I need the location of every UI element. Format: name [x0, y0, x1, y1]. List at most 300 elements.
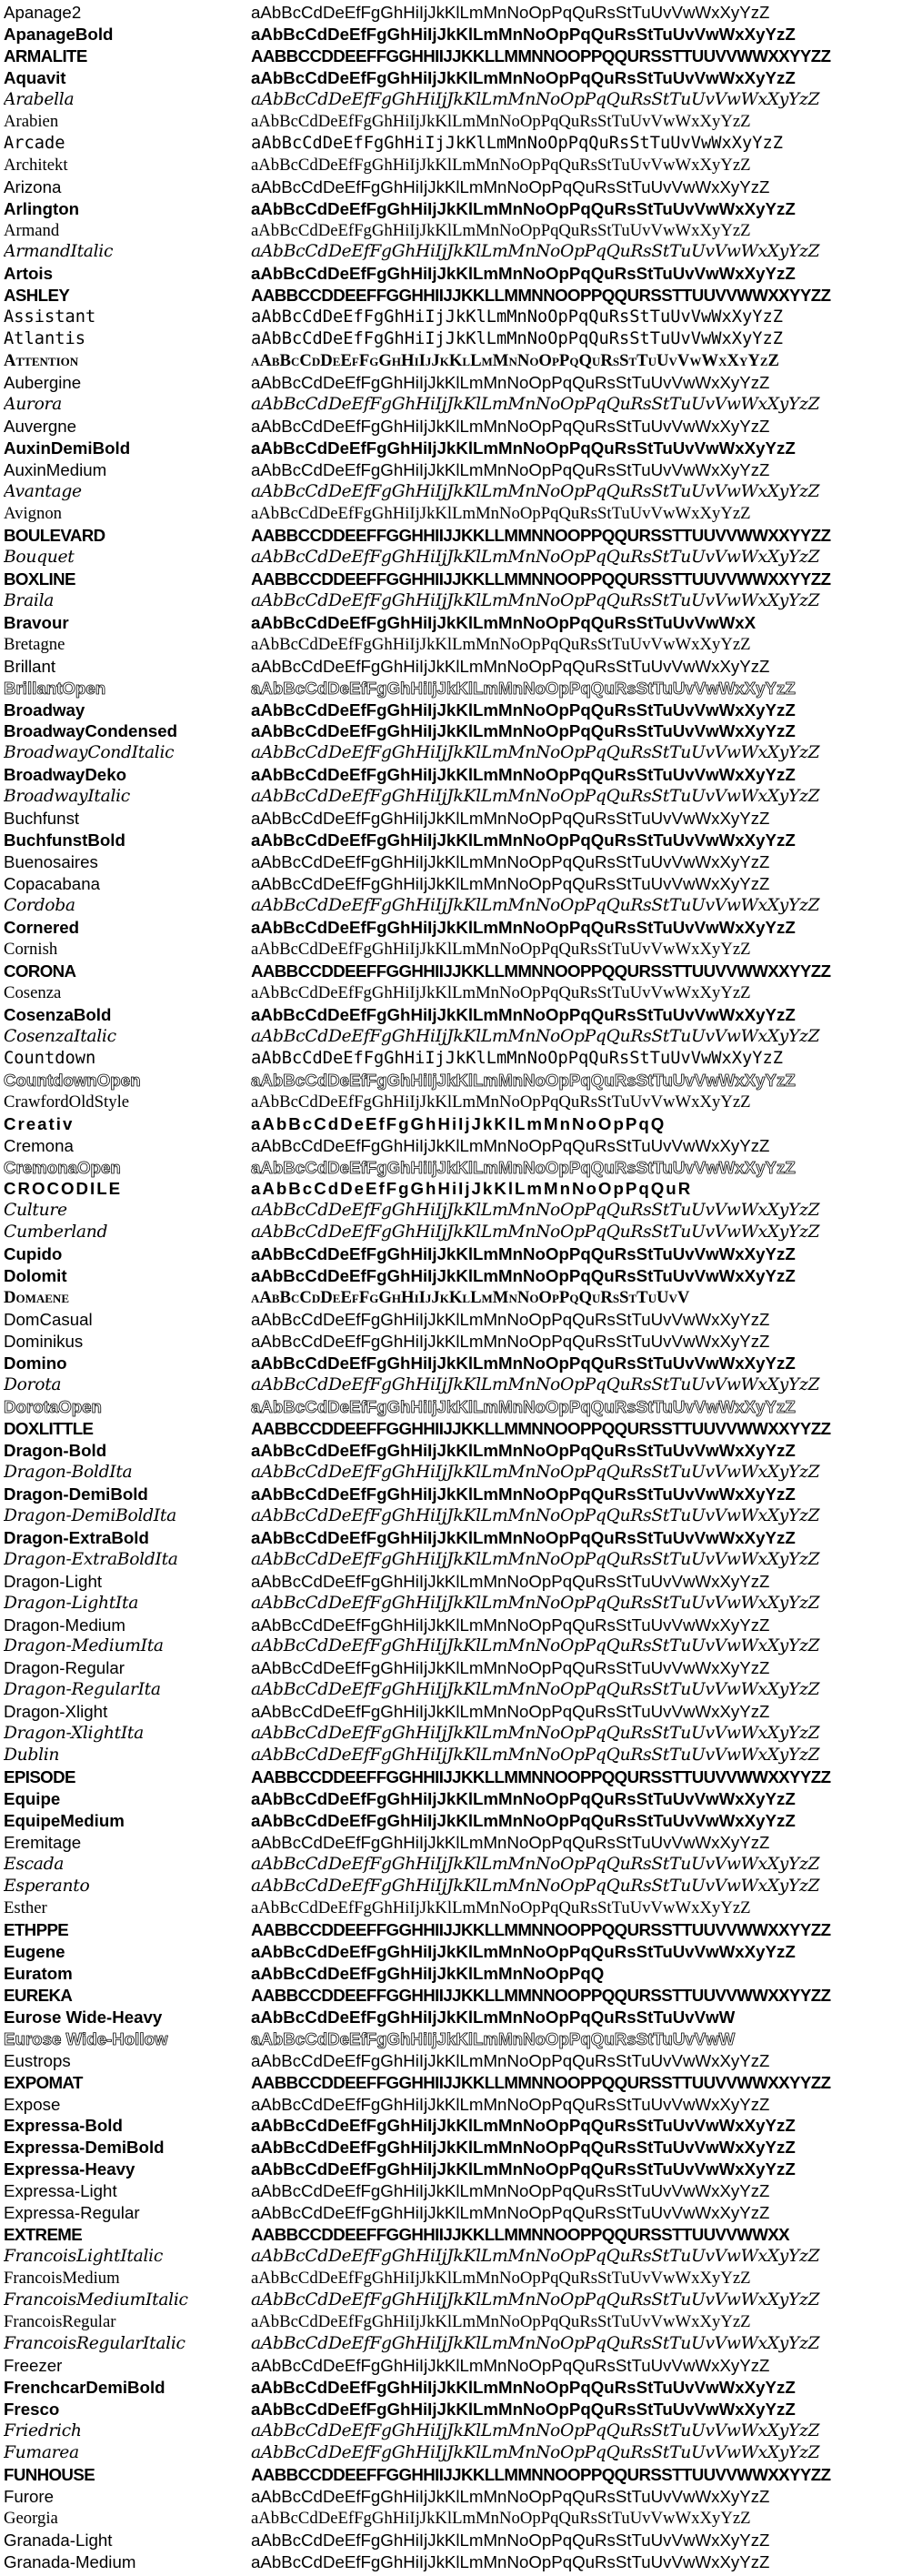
font-row: [0, 2530, 922, 2551]
font-row: [0, 1854, 922, 1876]
font-sample: aAbBcCdDeEfFgGhHiIjJkKlLmMnNoOpPqQuRsStTuUvVwWxXyYzZ: [251, 1484, 796, 1504]
font-row: [0, 1635, 922, 1657]
font-sample: aAbBcCdDeEfFgGhHiIjJkKlLmMnNoOpPqQuRsStTuUvVwWxXyYzZ: [251, 2138, 796, 2158]
font-row: [0, 1679, 922, 1701]
font-row: [0, 982, 922, 1004]
font-name: Dragon-XlightIta: [4, 1724, 144, 1744]
font-name: Expressa-Light: [4, 2181, 117, 2201]
font-name: Cupido: [4, 1244, 63, 1264]
font-name: Dragon-BoldIta: [4, 1462, 133, 1482]
font-name: Dragon-RegularIta: [4, 1680, 161, 1700]
font-sample: aAbBcCdDeEfFgGhHiIjJkKlLmMnNoOpPqQuRsStTuUvVwWxXyYzZ: [251, 2269, 751, 2289]
font-row: [0, 1549, 922, 1571]
font-name: Arabella: [4, 89, 75, 109]
font-row: [0, 2115, 922, 2137]
font-sample: aAbBcCdDeEfFgGhHiIjJkKlLmMnNoOpPqQuRsStTuUvVwWxXyYzZ: [251, 1876, 820, 1896]
font-row: [0, 394, 922, 416]
font-name: BOXLINE: [4, 569, 75, 589]
font-name: Arlington: [4, 198, 80, 218]
font-name: Dragon-Bold: [4, 1440, 107, 1460]
font-name: Georgia: [4, 2508, 58, 2528]
font-sample: aAbBcCdDeEfFgGhHiIjJkKlLmMnNoOpPqQuRsStTuUvVwWxXyYzZ: [251, 198, 796, 218]
font-sample: aAbBcCdDeEfFgGhHiIjJkKlLmMnNoOpPqQuRsStTuUvVwWxXyYzZ: [251, 2333, 820, 2353]
font-name: Avantage: [4, 481, 82, 501]
font-name: Artois: [4, 264, 53, 284]
font-name: Armand: [4, 220, 60, 240]
font-name: Cosenza: [4, 982, 62, 1002]
font-name: Buchfunst: [4, 809, 80, 829]
font-sample: aAbBcCdDeEfFgGhHiIjJkKlLmMnNoOpPqQuRsStTuUvVwWxXyYzZ: [251, 918, 796, 938]
font-row: [0, 742, 922, 764]
font-sample: aAbBcCdDeEfFgGhHiIjJkKlLmMnNoOpPqQuRsStTuUvVwWxXyYzZ: [251, 1941, 796, 1961]
font-name: Dragon-ExtraBold: [4, 1527, 149, 1547]
font-row: [0, 1004, 922, 1026]
font-row: [0, 176, 922, 198]
font-row: [0, 2442, 922, 2464]
font-name: BroadwayDeko: [4, 765, 127, 785]
font-row: [0, 2, 922, 24]
font-sample: aAbBcCdDeEfFgGhHiIjJkKlLmMnNoOpPqQuRsStTuUvVwWxXyYzZ: [251, 1157, 796, 1177]
font-row: [0, 307, 922, 328]
font-row: [0, 939, 922, 961]
font-sample: aAbBcCdDeEfFgGhHiIjJkKlLmMnNoOpPqQuRsStTuUvVwWxXyYzZ: [251, 2355, 770, 2375]
font-name: CremonaOpen: [4, 1157, 121, 1177]
font-row: [0, 1593, 922, 1615]
font-row: [0, 2311, 922, 2333]
font-name: Cornered: [4, 918, 80, 938]
font-sample: aAbBcCdDeEfFgGhHiIjJkKlLmMnNoOpPqQuRsStTuUvVwWxXyYzZ: [251, 634, 751, 654]
font-sample: aAbBcCdDeEfFgGhHiIjJkKlLmMnNoOpPqQuRsStTuUvVwWxXyYzZ: [251, 2116, 796, 2136]
font-row: [0, 1353, 922, 1374]
font-row: [0, 830, 922, 851]
font-row: [0, 720, 922, 742]
font-row: [0, 1615, 922, 1636]
font-sample: aAbBcCdDeEfFgGhHiIjJkKlLmMnNoOpPqQuRsStTuUvVwWxXyYzZ: [251, 1070, 796, 1090]
font-name: AuxinDemiBold: [4, 438, 131, 458]
font-sample: aAbBcCdDeEfFgGhHiIjJkKlLmMnNoOpPqQuRsStTuUvVwW: [251, 2007, 736, 2027]
font-row: [0, 1135, 922, 1157]
font-sample: aAbBcCdDeEfFgGhHiIjJkKlLmMnNoOpPqQ: [251, 1113, 666, 1133]
font-sample: aAbBcCdDeEfFgGhHiIjJkKlLmMnNoOpPqQuRsStTuUvV: [251, 1288, 690, 1308]
font-sample: aAbBcCdDeEfFgGhHiIjJkKlLmMnNoOpPqQuRsStTuUvVwWxXyYzZ: [251, 1724, 820, 1744]
font-sample: aAbBcCdDeEfFgGhHiIjJkKlLmMnNoOpPqQuRsStTuUvVwWxXyYzZ: [251, 1658, 770, 1678]
font-row: [0, 1287, 922, 1309]
font-name: Dragon-MediumIta: [4, 1636, 164, 1656]
font-sample: aAbBcCdDeEfFgGhHiIjJkKlLmMnNoOpPqQuRsStTuUvVwWxXyYzZ: [251, 1833, 770, 1853]
font-row: [0, 1505, 922, 1527]
font-name: FrancoisMedium: [4, 2269, 120, 2289]
font-name: EXTREME: [4, 2225, 83, 2245]
font-sample: aAbBcCdDeEfFgGhHiIjJkKlLmMnNoOpPqQuRsStTuUvVwWxXyYzZ: [251, 351, 779, 371]
font-sample: AABBCCDDEEFFGGHHIIJJKKLLMMNNOOPPQQURSSTTUUVVWWXXYYZZ: [251, 1919, 831, 1939]
font-name: Avignon: [4, 503, 63, 523]
font-row: [0, 917, 922, 939]
font-sample: aAbBcCdDeEfFgGhHiIjJkKlLmMnNoOpPqQuRsStTuUvVwWxXyYzZ: [251, 1092, 751, 1112]
font-name: Domaene: [4, 1288, 69, 1308]
font-name: Countdown: [4, 1048, 96, 1068]
font-sample: aAbBcCdDeEfFgGhHiIjJkKlLmMnNoOpPqQuRsStTuUvVwWxXyYzZ: [251, 699, 796, 719]
font-name: FrancoisRegularItalic: [4, 2333, 185, 2353]
font-name: EUREKA: [4, 1985, 73, 2005]
font-name: ArmandItalic: [4, 242, 114, 262]
font-sample: aAbBcCdDeEfFgGhHiIjJkKlLmMnNoOpPqQuRsStTuUvVwWxXyYzZ: [251, 1680, 820, 1700]
font-name: Apanage2: [4, 3, 82, 22]
font-sample: aAbBcCdDeEfFgGhHiIjJkKlLmMnNoOpPqQuRsStTuUvVwWxXyYzZ: [251, 1636, 820, 1656]
font-row: [0, 786, 922, 808]
font-name: EXPOMAT: [4, 2072, 83, 2092]
font-name: Assistant: [4, 307, 96, 327]
font-row: [0, 808, 922, 830]
font-name: ApanageBold: [4, 24, 114, 44]
font-row: [0, 2399, 922, 2420]
font-name: Cornish: [4, 939, 58, 959]
font-name: Eurose Wide-Hollow: [4, 2028, 168, 2048]
font-row: [0, 590, 922, 612]
font-row: [0, 2180, 922, 2202]
font-row: [0, 89, 922, 111]
font-sample: aAbBcCdDeEfFgGhHiIjJkKlLmMnNoOpPqQuRsStTuUvVwWxXyYzZ: [251, 590, 820, 610]
font-sample: aAbBcCdDeEfFgGhHiIjJkKlLmMnNoOpPqQuRsStTuUvVwWxXyYzZ: [251, 1549, 820, 1569]
font-row: [0, 525, 922, 547]
font-row: [0, 1527, 922, 1549]
font-sample: aAbBcCdDeEfFgGhHiIjJkKlLmMnNoOpPqQ: [251, 1963, 605, 1983]
font-row: [0, 328, 922, 350]
font-row: [0, 2050, 922, 2072]
font-sample: aAbBcCdDeEfFgGhHiIjJkKlLmMnNoOpPqQuRsStTuUvVwWxXyYzZ: [251, 481, 820, 501]
font-row: [0, 1374, 922, 1396]
font-name: Dragon-LightIta: [4, 1593, 139, 1613]
font-sample: aAbBcCdDeEfFgGhHiIjJkKlLmMnNoOpPqQuRsStTuUvVwWxXyYzZ: [251, 2551, 770, 2571]
font-name: Freezer: [4, 2355, 63, 2375]
font-row: [0, 2094, 922, 2116]
font-sample: aAbBcCdDeEfFgGhHiIjJkKlLmMnNoOpPqQuRsStTuUvVwWxXyYzZ: [251, 307, 784, 327]
font-name: Expressa-Heavy: [4, 2159, 135, 2179]
font-name: Bouquet: [4, 547, 75, 567]
font-name: BrillantOpen: [4, 678, 106, 698]
font-name: FrancoisLightItalic: [4, 2247, 164, 2267]
font-name: CORONA: [4, 961, 76, 981]
font-name: Granada-Light: [4, 2530, 113, 2550]
font-row: [0, 111, 922, 133]
font-sample: aAbBcCdDeEfFgGhHiIjJkKlLmMnNoOpPqQuRsStTuUvVwWxXyYzZ: [251, 24, 796, 44]
font-sample: AABBCCDDEEFFGGHHIIJJKKLLMMNNOOPPQQURSSTTUUVVWWXXYYZZ: [251, 286, 831, 306]
font-sample: aAbBcCdDeEfFgGhHiIjJkKlLmMnNoOpPqQuRsStTuUvVwWxXyYzZ: [251, 1201, 820, 1221]
font-row: [0, 2202, 922, 2224]
font-sample: aAbBcCdDeEfFgGhHiIjJkKlLmMnNoOpPqQuRsStTuUvVwWxXyYzZ: [251, 2050, 770, 2070]
font-row: [0, 873, 922, 895]
font-sample: aAbBcCdDeEfFgGhHiIjJkKlLmMnNoOpPqQuRsStTuUvVwWxXyYzZ: [251, 1026, 820, 1046]
font-sample: aAbBcCdDeEfFgGhHiIjJkKlLmMnNoOpPqQuRsStTuUvVwWxXyYzZ: [251, 1397, 796, 1416]
font-sample: aAbBcCdDeEfFgGhHiIjJkKlLmMnNoOpPqQuRsStTuUvVwWxXyYzZ: [251, 982, 751, 1002]
font-sample: aAbBcCdDeEfFgGhHiIjJkKlLmMnNoOpPqQuRsStTuUvVwWxXyYzZ: [251, 1135, 770, 1155]
font-sample: aAbBcCdDeEfFgGhHiIjJkKlLmMnNoOpPqQuRsStTuUvVwWxXyYzZ: [251, 438, 796, 458]
font-row: [0, 1876, 922, 1897]
font-name: BroadwayCondItalic: [4, 743, 175, 763]
font-row: [0, 2355, 922, 2377]
font-row: [0, 1484, 922, 1505]
font-row: [0, 220, 922, 242]
font-sample: aAbBcCdDeEfFgGhHiIjJkKlLmMnNoOpPqQuRsStTuUvVwWxXyYzZ: [251, 1615, 770, 1635]
font-row: [0, 2028, 922, 2050]
font-name: Dragon-Regular: [4, 1658, 125, 1678]
font-sample: aAbBcCdDeEfFgGhHiIjJkKlLmMnNoOpPqQuRsStTuUvVwWxXyYzZ: [251, 2159, 796, 2179]
font-name: FUNHOUSE: [4, 2464, 95, 2484]
font-row: [0, 1810, 922, 1832]
font-specimen-list: [0, 2, 922, 2572]
font-row: [0, 1832, 922, 1854]
font-row: [0, 1026, 922, 1048]
font-sample: aAbBcCdDeEfFgGhHiIjJkKlLmMnNoOpPqQuRsStTuUvVwWxXyYzZ: [251, 1789, 796, 1809]
font-sample: aAbBcCdDeEfFgGhHiIjJkKlLmMnNoOpPqQuRsStTuUvVwWxXyYzZ: [251, 896, 820, 916]
font-name: Friedrich: [4, 2420, 82, 2440]
font-row: [0, 133, 922, 155]
font-sample: aAbBcCdDeEfFgGhHiIjJkKlLmMnNoOpPqQuRsStTuUvVwWxXyYzZ: [251, 155, 751, 175]
font-row: [0, 612, 922, 634]
font-sample: aAbBcCdDeEfFgGhHiIjJkKlLmMnNoOpPqQuRsStTuUvVwWxXyYzZ: [251, 264, 796, 284]
font-row: [0, 1440, 922, 1462]
font-sample: aAbBcCdDeEfFgGhHiIjJkKlLmMnNoOpPqQuRsStTuUvVwWxXyYzZ: [251, 1746, 820, 1766]
font-row: [0, 1157, 922, 1179]
font-sample: aAbBcCdDeEfFgGhHiIjJkKlLmMnNoOpPqQuRsStTuUvVwWxXyYzZ: [251, 830, 796, 850]
font-name: Brillant: [4, 656, 56, 676]
font-row: [0, 2007, 922, 2028]
font-sample: aAbBcCdDeEfFgGhHiIjJkKlLmMnNoOpPqQuRsStTuUvVwWxXyYzZ: [251, 874, 770, 894]
font-name: Aquavit: [4, 67, 66, 87]
font-sample: aAbBcCdDeEfFgGhHiIjJkKlLmMnNoOpPqQuRsStTuUvVwWxXyYzZ: [251, 1223, 820, 1243]
font-name: Bretagne: [4, 634, 65, 654]
font-name: Dolomit: [4, 1266, 67, 1286]
font-row: [0, 1985, 922, 2007]
font-name: Atlantis: [4, 329, 86, 349]
font-row: [0, 67, 922, 89]
font-sample: aAbBcCdDeEfFgGhHiIjJkKlLmMnNoOpPqQuRsStTuUvVwWxXyYzZ: [251, 329, 784, 349]
font-sample: aAbBcCdDeEfFgGhHiIjJkKlLmMnNoOpPqQuRsStTuUvVwWxXyYzZ: [251, 417, 770, 437]
font-row: [0, 416, 922, 438]
font-row: [0, 503, 922, 525]
font-name: Fumarea: [4, 2442, 79, 2462]
font-sample: aAbBcCdDeEfFgGhHiIjJkKlLmMnNoOpPqQuRsStTuUvVwWxXyYzZ: [251, 2530, 770, 2550]
font-row: [0, 2224, 922, 2246]
font-name: BOULEVARD: [4, 525, 105, 545]
font-row: [0, 961, 922, 982]
font-name: Euratom: [4, 1963, 73, 1983]
font-row: [0, 1222, 922, 1243]
font-sample: aAbBcCdDeEfFgGhHiIjJkKlLmMnNoOpPqQuRsStTuUvVwWxXyYzZ: [251, 1004, 796, 1024]
font-sample: aAbBcCdDeEfFgGhHiIjJkKlLmMnNoOpPqQuRsStTuUvVwWxXyYzZ: [251, 2377, 796, 2397]
font-sample: aAbBcCdDeEfFgGhHiIjJkKlLmMnNoOpPqQuRsStTuUvVwWxXyYzZ: [251, 220, 751, 240]
font-name: Domino: [4, 1353, 67, 1374]
font-sample: aAbBcCdDeEfFgGhHiIjJkKlLmMnNoOpPqQuRsStTuUvVwWxXyYzZ: [251, 1527, 796, 1547]
font-name: Braila: [4, 590, 55, 610]
font-row: [0, 2486, 922, 2508]
font-sample: aAbBcCdDeEfFgGhHiIjJkKlLmMnNoOpPqQuRsStTuUvVwWxXyYzZ: [251, 1571, 770, 1591]
font-sample: aAbBcCdDeEfFgGhHiIjJkKlLmMnNoOpPqQuRsStTuUvVwWxXyYzZ: [251, 133, 784, 153]
font-sample: aAbBcCdDeEfFgGhHiIjJkKlLmMnNoOpPqQuRsStTuUvVwWxXyYzZ: [251, 2247, 820, 2267]
font-row: [0, 2268, 922, 2289]
font-row: [0, 2158, 922, 2180]
font-row: [0, 1265, 922, 1287]
font-row: [0, 2551, 922, 2573]
font-name: ETHPPE: [4, 1919, 69, 1939]
font-name: FrancoisMediumItalic: [4, 2290, 188, 2310]
font-name: Furore: [4, 2486, 55, 2506]
font-name: Eustrops: [4, 2050, 71, 2070]
font-name: Dragon-ExtraBoldIta: [4, 1549, 178, 1569]
font-sample: aAbBcCdDeEfFgGhHiIjJkKlLmMnNoOpPqQuRsStTuUvVwWxXyYzZ: [251, 1244, 796, 1264]
font-sample: aAbBcCdDeEfFgGhHiIjJkKlLmMnNoOpPqQuRsStTuUvVwWxXyYzZ: [251, 1593, 820, 1613]
font-name: FrenchcarDemiBold: [4, 2377, 165, 2397]
font-name: Dublin: [4, 1746, 60, 1766]
font-name: DomCasual: [4, 1310, 93, 1330]
font-name: Eremitage: [4, 1833, 82, 1853]
font-name: Dragon-Xlight: [4, 1702, 108, 1722]
font-sample: aAbBcCdDeEfFgGhHiIjJkKlLmMnNoOpPqQuRsStTuUvVwWxXyYzZ: [251, 1048, 784, 1068]
font-name: AuxinMedium: [4, 460, 107, 480]
font-row: [0, 1897, 922, 1919]
font-row: [0, 2246, 922, 2268]
font-sample: aAbBcCdDeEfFgGhHiIjJkKlLmMnNoOpPqQuRsStTuUvVwWxXyYzZ: [251, 809, 770, 829]
font-name: Esther: [4, 1897, 47, 1917]
font-sample: AABBCCDDEEFFGGHHIIJJKKLLMMNNOOPPQQURSSTTUUVVWWXXYYZZ: [251, 45, 831, 65]
font-row: [0, 2289, 922, 2311]
font-row: [0, 1070, 922, 1092]
font-sample: aAbBcCdDeEfFgGhHiIjJkKlLmMnNoOpPqQuRsStTuUvVwWxXyYzZ: [251, 111, 751, 131]
font-name: Expressa-DemiBold: [4, 2138, 165, 2158]
font-row: [0, 1701, 922, 1723]
font-row: [0, 438, 922, 459]
font-sample: aAbBcCdDeEfFgGhHiIjJkKlLmMnNoOpPqQuRsStTuUvVwWxXyYzZ: [251, 1702, 770, 1722]
font-sample: AABBCCDDEEFFGGHHIIJJKKLLMMNNOOPPQQURSSTTUUVVWWXXYYZZ: [251, 1418, 831, 1438]
font-name: Fresco: [4, 2399, 60, 2419]
font-sample: aAbBcCdDeEfFgGhHiIjJkKlLmMnNoOpPqQuRsStTuUvVwWxXyYzZ: [251, 787, 820, 807]
font-name: BuchfunstBold: [4, 830, 125, 850]
font-row: [0, 678, 922, 699]
font-row: [0, 1462, 922, 1484]
font-row: [0, 1396, 922, 1418]
font-row: [0, 2137, 922, 2158]
font-sample: AABBCCDDEEFFGGHHIIJJKKLLMMNNOOPPQQURSSTTUUVVWWXXYYZZ: [251, 525, 831, 545]
font-sample: aAbBcCdDeEfFgGhHiIjJkKlLmMnNoOpPqQuRsStTuUvVwWxXyYzZ: [251, 3, 770, 22]
font-name: Aurora: [4, 395, 62, 415]
font-sample: aAbBcCdDeEfFgGhHiIjJkKlLmMnNoOpPqQuRsStTuUvVwWxXyYzZ: [251, 2290, 820, 2310]
font-row: [0, 569, 922, 590]
font-name: CosenzaBold: [4, 1004, 112, 1024]
font-sample: aAbBcCdDeEfFgGhHiIjJkKlLmMnNoOpPqQuRsStTuUvVwWxXyYzZ: [251, 1440, 796, 1460]
font-sample: aAbBcCdDeEfFgGhHiIjJkKlLmMnNoOpPqQuRsStTuUvVwWxXyYzZ: [251, 2203, 770, 2223]
font-sample: aAbBcCdDeEfFgGhHiIjJkKlLmMnNoOpPqQuRsStTuUvVwWxXyYzZ: [251, 2508, 751, 2528]
font-sample: aAbBcCdDeEfFgGhHiIjJkKlLmMnNoOpPqQuRsStTuUvVwWxXyYzZ: [251, 176, 770, 196]
font-name: Eurose Wide-Heavy: [4, 2007, 163, 2027]
font-row: [0, 1941, 922, 1963]
font-name: DOXLITTLE: [4, 1418, 94, 1438]
font-name: ARMALITE: [4, 45, 87, 65]
font-sample: AABBCCDDEEFFGGHHIIJJKKLLMMNNOOPPQQURSSTTUUVVWWXX: [251, 2225, 790, 2245]
font-name: ASHLEY: [4, 286, 70, 306]
font-sample: aAbBcCdDeEfFgGhHiIjJkKlLmMnNoOpPqQuRsStTuUvVwWxXyYzZ: [251, 89, 820, 109]
font-row: [0, 634, 922, 656]
font-row: [0, 372, 922, 394]
font-name: Creativ: [4, 1113, 75, 1133]
font-row: [0, 2333, 922, 2355]
font-row: [0, 45, 922, 67]
font-sample: aAbBcCdDeEfFgGhHiIjJkKlLmMnNoOpPqQuRsStTuUvVwWxXyYzZ: [251, 242, 820, 262]
font-row: [0, 350, 922, 372]
font-name: DorotaOpen: [4, 1397, 102, 1416]
font-sample: aAbBcCdDeEfFgGhHiIjJkKlLmMnNoOpPqQuRsStTuUvVwWxXyYzZ: [251, 2420, 820, 2440]
font-name: BroadwayItalic: [4, 787, 130, 807]
font-name: Auvergne: [4, 417, 76, 437]
font-name: Buenosaires: [4, 852, 98, 872]
font-name: Dragon-DemiBoldIta: [4, 1505, 176, 1525]
font-name: CROCODILE: [4, 1179, 123, 1199]
font-sample: aAbBcCdDeEfFgGhHiIjJkKlLmMnNoOpPqQuRsStTuUvVwWxXyYzZ: [251, 2442, 820, 2462]
font-name: Dorota: [4, 1375, 62, 1395]
font-sample: aAbBcCdDeEfFgGhHiIjJkKlLmMnNoOpPqQuRsStTuUvVwWxXyYzZ: [251, 460, 770, 480]
font-sample: AABBCCDDEEFFGGHHIIJJKKLLMMNNOOPPQQURSSTTUUVVWWXXYYZZ: [251, 2464, 831, 2484]
font-name: Attention: [4, 351, 79, 371]
font-row: [0, 2464, 922, 2486]
font-row: [0, 895, 922, 917]
font-name: Dragon-Medium: [4, 1615, 125, 1635]
font-sample: AABBCCDDEEFFGGHHIIJJKKLLMMNNOOPPQQURSSTTUUVVWWXXYYZZ: [251, 1985, 831, 2005]
font-row: [0, 24, 922, 45]
font-name: Culture: [4, 1201, 67, 1221]
font-row: [0, 1331, 922, 1353]
font-sample: AABBCCDDEEFFGGHHIIJJKKLLMMNNOOPPQQURSSTTUUVVWWXXYYZZ: [251, 2072, 831, 2092]
font-sample: aAbBcCdDeEfFgGhHiIjJkKlLmMnNoOpPqQuRsStTuUvVwWxXyYzZ: [251, 1310, 770, 1330]
font-row: [0, 1788, 922, 1810]
font-name: EquipeMedium: [4, 1811, 125, 1831]
font-name: BroadwayCondensed: [4, 721, 178, 741]
font-row: [0, 1243, 922, 1265]
font-sample: aAbBcCdDeEfFgGhHiIjJkKlLmMnNoOpPqQuRsStTuUvVwWxXyYzZ: [251, 2399, 796, 2419]
font-name: Escada: [4, 1855, 65, 1875]
font-name: Esperanto: [4, 1876, 90, 1896]
font-row: [0, 198, 922, 220]
font-row: [0, 1092, 922, 1113]
font-row: [0, 1919, 922, 1941]
font-name: Dragon-Light: [4, 1571, 103, 1591]
font-sample: aAbBcCdDeEfFgGhHiIjJkKlLmMnNoOpPqQuRsStTuUvVwWxXyYzZ: [251, 1897, 751, 1917]
font-name: Cordoba: [4, 896, 75, 916]
font-row: [0, 2420, 922, 2442]
font-name: Dominikus: [4, 1332, 84, 1352]
font-sample: aAbBcCdDeEfFgGhHiIjJkKlLmMnNoOpPqQuRsStTuUvVwWxXyYzZ: [251, 656, 770, 676]
font-sample: aAbBcCdDeEfFgGhHiIjJkKlLmMnNoOpPqQuRsStTuUvVwWxXyYzZ: [251, 547, 820, 567]
font-sample: aAbBcCdDeEfFgGhHiIjJkKlLmMnNoOpPqQuRsStTuUvVwWxX: [251, 612, 757, 632]
font-name: Cremona: [4, 1135, 74, 1155]
font-sample: aAbBcCdDeEfFgGhHiIjJkKlLmMnNoOpPqQuRsStTuUvVwW: [251, 2028, 736, 2048]
font-row: [0, 155, 922, 176]
font-row: [0, 1766, 922, 1788]
font-name: Arcade: [4, 133, 65, 153]
font-row: [0, 2072, 922, 2094]
font-sample: aAbBcCdDeEfFgGhHiIjJkKlLmMnNoOpPqQuRsStTuUvVwWxXyYzZ: [251, 1266, 796, 1286]
font-row: [0, 241, 922, 263]
font-sample: aAbBcCdDeEfFgGhHiIjJkKlLmMnNoOpPqQuRsStTuUvVwWxXyYzZ: [251, 1332, 770, 1352]
font-sample: aAbBcCdDeEfFgGhHiIjJkKlLmMnNoOpPqQuRsStTuUvVwWxXyYzZ: [251, 1375, 820, 1395]
font-row: [0, 1723, 922, 1745]
font-name: Arizona: [4, 176, 62, 196]
font-row: [0, 1048, 922, 1070]
font-row: [0, 1571, 922, 1593]
font-sample: aAbBcCdDeEfFgGhHiIjJkKlLmMnNoOpPqQuRsStTuUvVwWxXyYzZ: [251, 395, 820, 415]
font-name: Dragon-DemiBold: [4, 1484, 148, 1504]
font-name: CosenzaItalic: [4, 1026, 116, 1046]
font-name: Bravour: [4, 612, 69, 632]
font-name: Arabien: [4, 111, 59, 131]
font-name: Expose: [4, 2094, 61, 2114]
